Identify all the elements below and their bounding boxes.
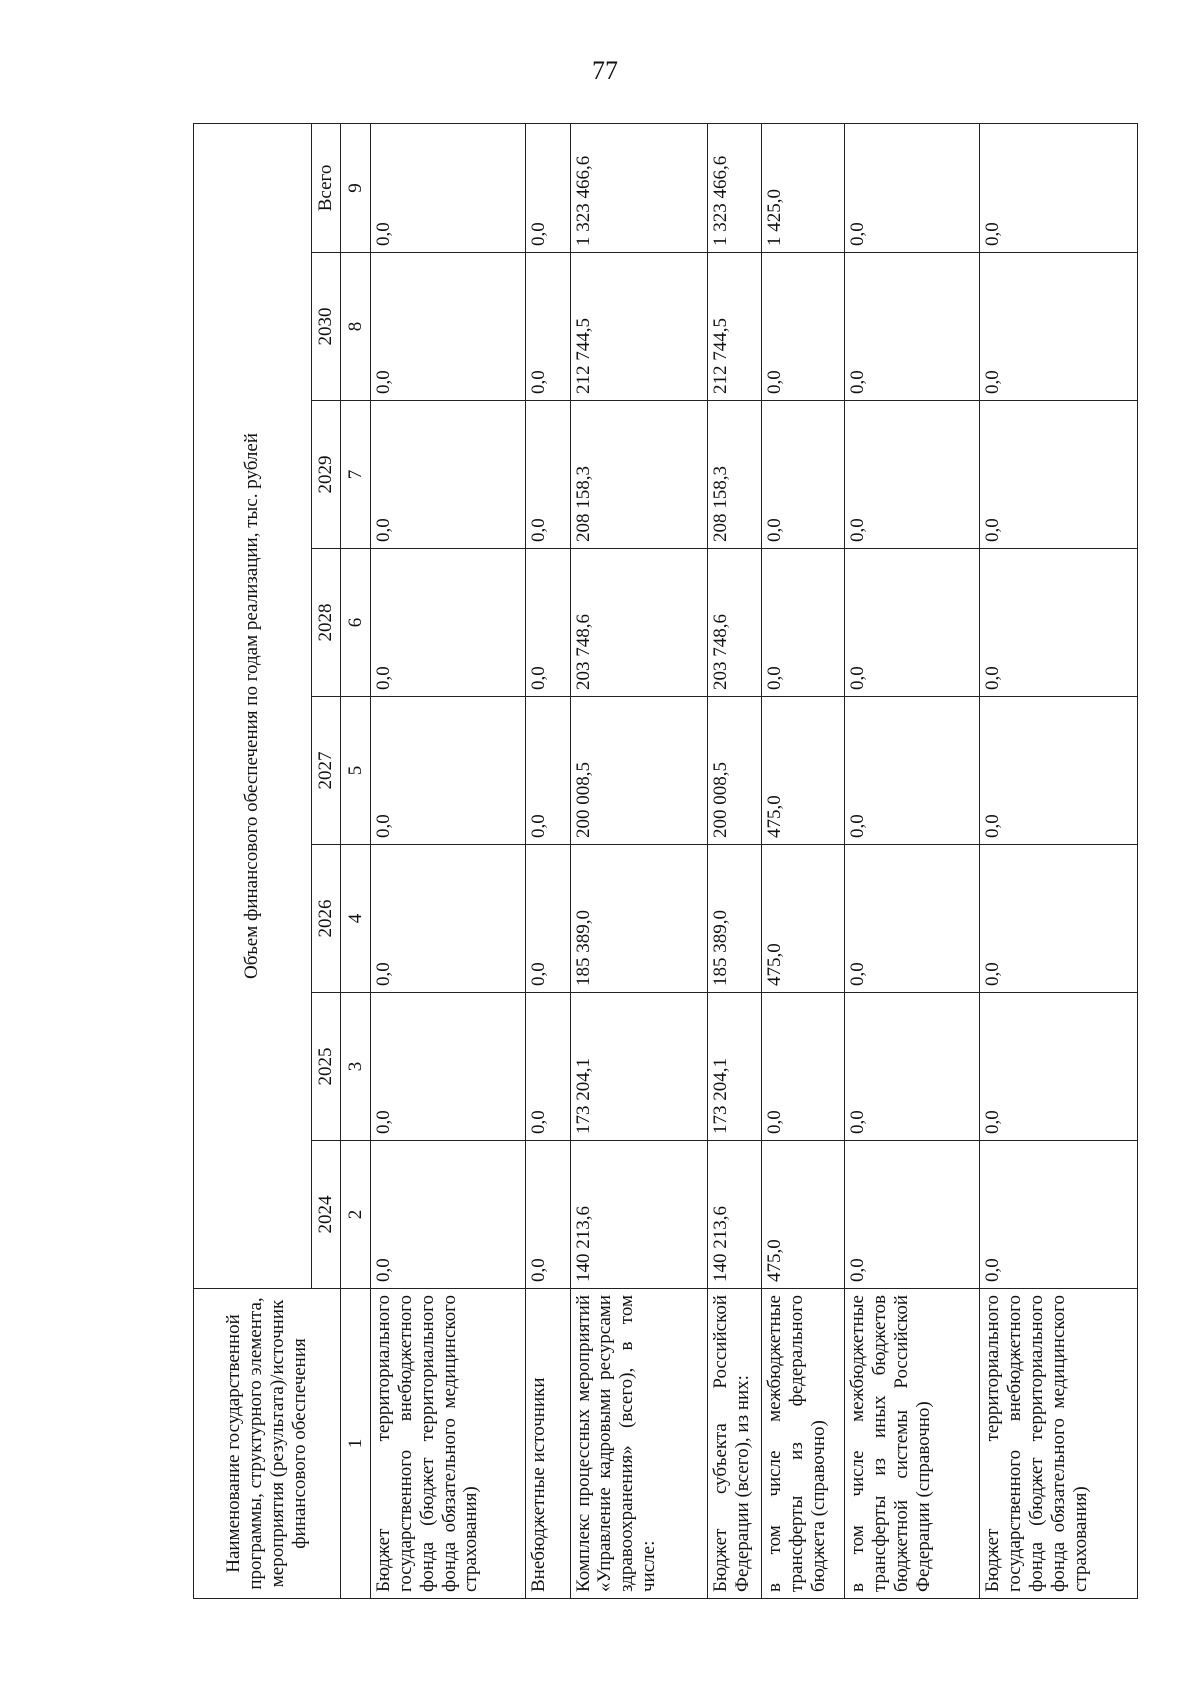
row-name: Бюджет территориального государственного внебюджетного фонда (бюджет территориального фонда обязательного медицинского страхования) (980, 1289, 1138, 1599)
cell-value: 1 323 466,6 (570, 123, 707, 252)
cell-value: 0,0 (980, 123, 1138, 252)
cell-value: 0,0 (980, 401, 1138, 549)
cell-value: 203 748,6 (708, 549, 762, 697)
cell-value: 0,0 (762, 993, 845, 1141)
financing-table (193, 123, 1138, 1599)
row-name: в том числе межбюджетные трансферты из федерального бюджета (справочно) (762, 1289, 845, 1599)
column-number: 2 (341, 1141, 371, 1289)
cell-value: 0,0 (526, 123, 570, 252)
header-total: Всего (311, 123, 341, 252)
cell-value: 0,0 (371, 1141, 526, 1289)
cell-value: 0,0 (526, 1141, 570, 1289)
table-row (570, 123, 707, 1598)
cell-value: 0,0 (526, 993, 570, 1141)
table-row (371, 123, 526, 1598)
cell-value: 475,0 (762, 845, 845, 993)
table-row (708, 123, 762, 1598)
cell-value: 173 204,1 (570, 993, 707, 1141)
cell-value: 200 008,5 (708, 697, 762, 845)
cell-value: 200 008,5 (570, 697, 707, 845)
cell-value: 140 213,6 (708, 1141, 762, 1289)
rotated-table-container (193, 124, 1138, 1599)
cell-value: 203 748,6 (570, 549, 707, 697)
cell-value: 0,0 (371, 401, 526, 549)
cell-value: 0,0 (845, 845, 980, 993)
column-number: 9 (341, 123, 371, 252)
table-row (980, 123, 1138, 1598)
cell-value: 0,0 (845, 697, 980, 845)
column-number: 7 (341, 401, 371, 549)
cell-value: 0,0 (762, 253, 845, 401)
cell-value: 1 425,0 (762, 123, 845, 252)
row-name: в том числе межбюджетные трансферты из иных бюджетов бюджетной системы Российской Федерации (справочно) (845, 1289, 980, 1599)
column-number: 5 (341, 697, 371, 845)
cell-value: 0,0 (526, 549, 570, 697)
header-year: 2026 (311, 845, 341, 993)
header-volume-title: Объем финансового обеспечения по годам реализации, тыс. рублей (194, 123, 312, 1288)
cell-value: 212 744,5 (708, 253, 762, 401)
column-number: 4 (341, 845, 371, 993)
header-year: 2027 (311, 697, 341, 845)
header-year: 2024 (311, 1141, 341, 1289)
cell-value: 0,0 (845, 123, 980, 252)
cell-value: 0,0 (980, 253, 1138, 401)
cell-value: 0,0 (762, 401, 845, 549)
cell-value: 475,0 (762, 1141, 845, 1289)
cell-value: 185 389,0 (570, 845, 707, 993)
column-number: 8 (341, 253, 371, 401)
header-year: 2030 (311, 253, 341, 401)
cell-value: 208 158,3 (570, 401, 707, 549)
cell-value: 0,0 (526, 253, 570, 401)
row-name: Бюджет субъекта Российской Федерации (всего), из них: (708, 1289, 762, 1599)
row-name: Бюджет территориального государственного внебюджетного фонда (бюджет территориального фонда обязательного медицинского страхования) (371, 1289, 526, 1599)
cell-value: 212 744,5 (570, 253, 707, 401)
row-name: Внебюджетные источники (526, 1289, 570, 1599)
cell-value: 0,0 (980, 1141, 1138, 1289)
header-year: 2025 (311, 993, 341, 1141)
cell-value: 0,0 (371, 549, 526, 697)
column-number: 3 (341, 993, 371, 1141)
cell-value: 0,0 (845, 1141, 980, 1289)
cell-value: 0,0 (371, 993, 526, 1141)
table-row (845, 123, 980, 1598)
table-row (762, 123, 845, 1598)
cell-value: 0,0 (371, 253, 526, 401)
column-number: 6 (341, 549, 371, 697)
cell-value: 1 323 466,6 (708, 123, 762, 252)
header-year: 2028 (311, 549, 341, 697)
cell-value: 173 204,1 (708, 993, 762, 1141)
cell-value: 0,0 (526, 845, 570, 993)
row-name: Комплекс процессных мероприятий «Управление кадровыми ресурсами здравоохранения» (всего), в том числе: (570, 1289, 707, 1599)
cell-value: 0,0 (526, 401, 570, 549)
page-number: 77 (592, 56, 618, 85)
cell-value: 0,0 (980, 845, 1138, 993)
cell-value: 0,0 (980, 549, 1138, 697)
header-year: 2029 (311, 401, 341, 549)
cell-value: 140 213,6 (570, 1141, 707, 1289)
cell-value: 0,0 (845, 993, 980, 1141)
cell-value: 0,0 (845, 401, 980, 549)
cell-value: 0,0 (371, 845, 526, 993)
cell-value: 208 158,3 (708, 401, 762, 549)
cell-value: 0,0 (526, 697, 570, 845)
column-number: 1 (341, 1289, 371, 1599)
cell-value: 0,0 (980, 697, 1138, 845)
header-name-column: Наименование государственной программы, структурного элемента, мероприятия (результата)/источник финансового обеспечения (194, 1289, 341, 1599)
cell-value: 185 389,0 (708, 845, 762, 993)
cell-value: 0,0 (980, 993, 1138, 1141)
cell-value: 475,0 (762, 697, 845, 845)
cell-value: 0,0 (845, 253, 980, 401)
cell-value: 0,0 (845, 549, 980, 697)
table-row (526, 123, 570, 1598)
cell-value: 0,0 (371, 123, 526, 252)
cell-value: 0,0 (762, 549, 845, 697)
cell-value: 0,0 (371, 697, 526, 845)
